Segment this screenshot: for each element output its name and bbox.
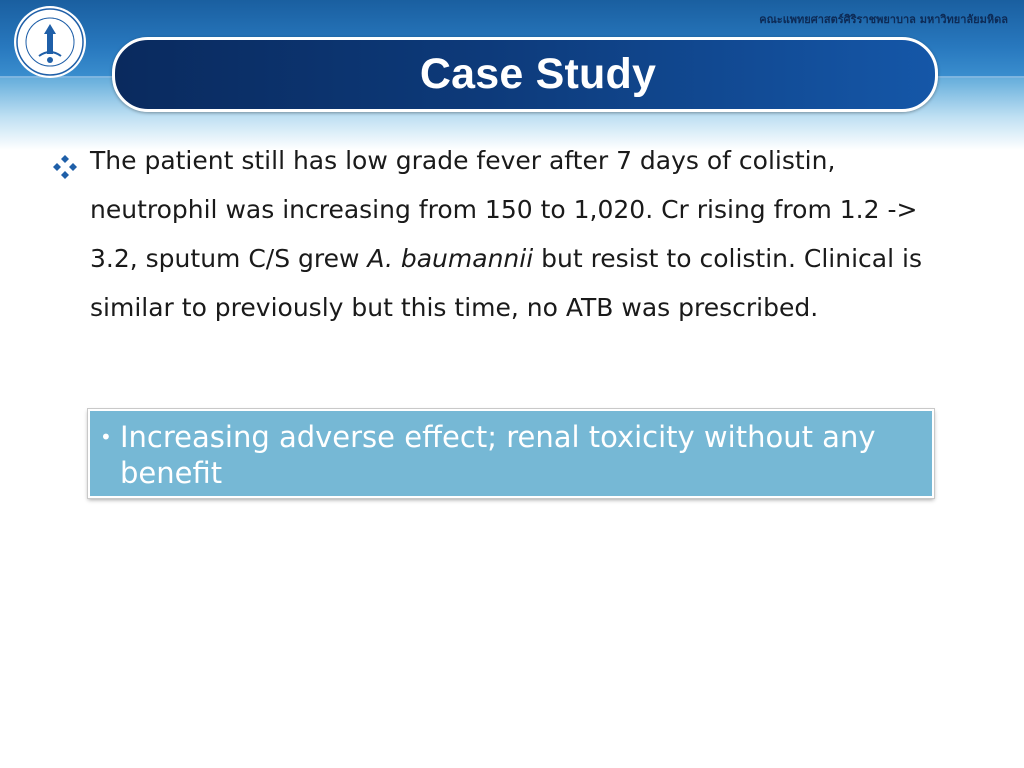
case-description bbox=[90, 136, 932, 332]
callout-box bbox=[88, 409, 934, 498]
case-text-part2: but resist to colistin. Clinical is similar to previously but this time, no ATB was prescribed. bbox=[90, 244, 922, 322]
page-title: Case Study bbox=[419, 50, 657, 98]
title-banner bbox=[112, 37, 938, 112]
body-bullet bbox=[52, 136, 932, 332]
four-diamond-bullet-icon bbox=[52, 136, 90, 332]
callout-bullet: • bbox=[100, 425, 112, 449]
callout-text: Increasing adverse effect; renal toxicity without any benefit bbox=[120, 420, 876, 490]
university-seal-icon bbox=[12, 4, 88, 80]
organization-name: คณะแพทยศาสตร์ศิริราชพยาบาล มหาวิทยาลัยมหิดล bbox=[759, 13, 1008, 26]
organism-name: A. baumannii bbox=[367, 244, 534, 273]
case-text-part1: The patient still has low grade fever after 7 days of colistin, neutrophil was increasing from 150 to 1,020. Cr rising from 1.2 -> 3.2, sputum C/S grew bbox=[90, 146, 918, 273]
